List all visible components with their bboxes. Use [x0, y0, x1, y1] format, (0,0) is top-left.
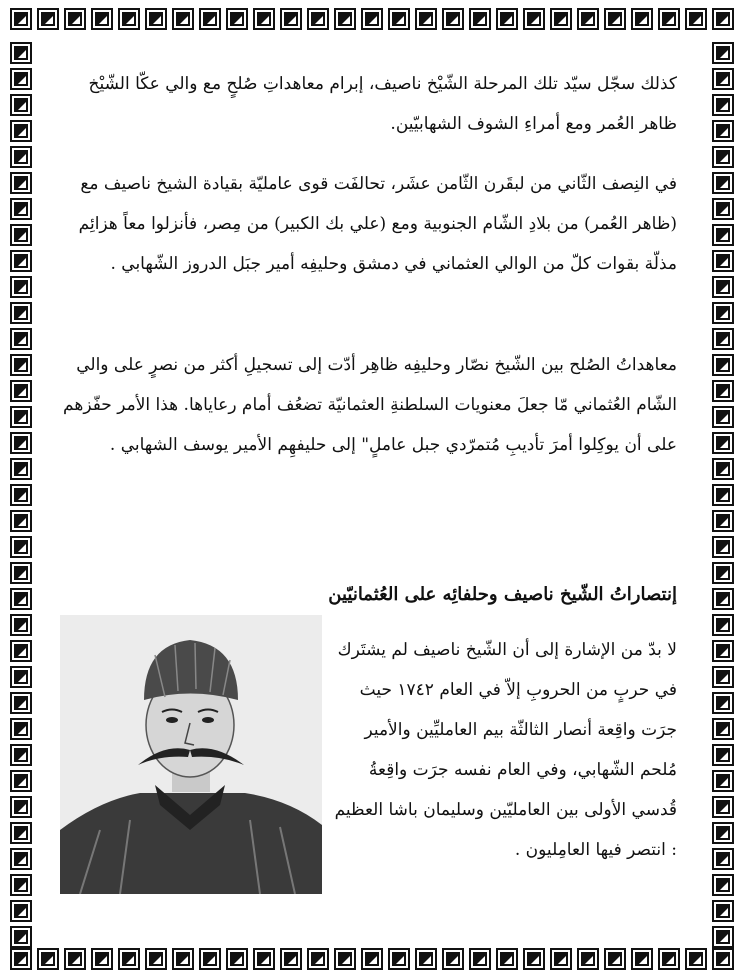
- border-tile-icon: [415, 948, 437, 970]
- paragraph-2: في النِصف الثّاني من لبقَرن الثّامن عشَر، تحالفَت قوى عامليّة بقيادة الشيخ ناصيف مع (ظاهر العُمر) من بلادِ الشّام الجنوبية ومع (علي بك الكبير) من مِصر، فأنزلوا معاً هزائِم مذلّة بقوات كلّ من الوالي العثماني في دمشق وحليفِه أمير جبَل الدروز الشّهابي .: [78, 174, 677, 274]
- border-tile-icon: [685, 8, 707, 30]
- border-tile-icon: [10, 120, 32, 142]
- border-tile-icon: [10, 666, 32, 688]
- border-tile-icon: [10, 328, 32, 350]
- border-tile-icon: [712, 614, 734, 636]
- border-tile-icon: [496, 948, 518, 970]
- border-tile-icon: [10, 172, 32, 194]
- border-tile-icon: [712, 432, 734, 454]
- border-tile-icon: [10, 484, 32, 506]
- border-tile-icon: [307, 948, 329, 970]
- border-tile-icon: [712, 562, 734, 584]
- border-tile-icon: [712, 198, 734, 220]
- border-tile-icon: [10, 276, 32, 298]
- border-tile-icon: [10, 432, 32, 454]
- border-tile-icon: [712, 874, 734, 896]
- border-tile-icon: [712, 640, 734, 662]
- border-tile-icon: [118, 8, 140, 30]
- border-tile-icon: [10, 8, 32, 30]
- border-tile-icon: [469, 8, 491, 30]
- border-tile-icon: [604, 948, 626, 970]
- border-tile-icon: [10, 146, 32, 168]
- border-tile-icon: [577, 948, 599, 970]
- border-tile-icon: [172, 8, 194, 30]
- border-tile-icon: [37, 8, 59, 30]
- border-tile-icon: [712, 926, 734, 948]
- border-tile-icon: [712, 666, 734, 688]
- border-tile-icon: [10, 42, 32, 64]
- border-tile-icon: [10, 354, 32, 376]
- border-tile-icon: [712, 900, 734, 922]
- border-tile-icon: [712, 718, 734, 740]
- border-tile-icon: [10, 770, 32, 792]
- border-tile-icon: [712, 302, 734, 324]
- border-tile-icon: [631, 948, 653, 970]
- border-tile-icon: [388, 948, 410, 970]
- border-tile-icon: [280, 8, 302, 30]
- border-tile-icon: [10, 822, 32, 844]
- border-tile-icon: [577, 8, 599, 30]
- section-heading: إنتصاراتُ الشّيخ ناصيف وحلفائِه على العُثمانيّين: [328, 584, 677, 605]
- border-tile-icon: [496, 8, 518, 30]
- border-tile-icon: [10, 250, 32, 272]
- border-tile-icon: [658, 8, 680, 30]
- border-tile-icon: [712, 692, 734, 714]
- border-tile-icon: [10, 718, 32, 740]
- border-tile-icon: [253, 8, 275, 30]
- border-tile-icon: [10, 224, 32, 246]
- border-tile-icon: [712, 848, 734, 870]
- border-tile-icon: [712, 8, 734, 30]
- border-tile-icon: [64, 948, 86, 970]
- border-tile-icon: [91, 8, 113, 30]
- paragraph-1: كذلك سجّل سيّد تلك المرحلة الشّيْخ ناصيف، إبرام معاهداتِ صُلحٍ مع والي عكّا الشّيْخ ظاهر العُمر ومع أمراءِ الشوف الشهابيّين.: [88, 74, 677, 134]
- border-tile-icon: [415, 8, 437, 30]
- border-tile-icon: [10, 614, 32, 636]
- border-tile-icon: [712, 510, 734, 532]
- border-tile-icon: [712, 276, 734, 298]
- border-tile-icon: [712, 536, 734, 558]
- border-tile-icon: [10, 692, 32, 714]
- border-tile-icon: [307, 8, 329, 30]
- border-tile-icon: [550, 8, 572, 30]
- border-tile-icon: [10, 380, 32, 402]
- border-tile-icon: [10, 562, 32, 584]
- border-tile-icon: [712, 796, 734, 818]
- border-tile-icon: [10, 640, 32, 662]
- border-tile-icon: [10, 68, 32, 90]
- border-tile-icon: [10, 848, 32, 870]
- border-tile-icon: [10, 458, 32, 480]
- border-tile-icon: [712, 120, 734, 142]
- border-tile-icon: [172, 948, 194, 970]
- border-tile-icon: [10, 302, 32, 324]
- border-tile-icon: [712, 406, 734, 428]
- border-tile-icon: [10, 536, 32, 558]
- border-left: [10, 42, 32, 952]
- border-bottom: [10, 948, 739, 970]
- border-tile-icon: [118, 948, 140, 970]
- border-tile-icon: [10, 588, 32, 610]
- portrait-image: [60, 615, 322, 894]
- border-tile-icon: [712, 744, 734, 766]
- paragraph-4: لا بدّ من الإشارة إلى أن الشّيخ ناصيف لم يشتَرك في حربٍ من الحروبِ إلاّ في العام ١٧٤٢ حيث جرَت واقِعة أنصار الثالثّة بيم العامليِّين والأمير مُلحم الشّهابي، وفي العام نفسه جرَت واقِعةُ قُدسي الأولى بين العامليّين وسليمان باشا العظيم : انتصر فيها العامِليون .: [334, 640, 677, 860]
- border-tile-icon: [712, 68, 734, 90]
- border-tile-icon: [10, 900, 32, 922]
- border-tile-icon: [334, 948, 356, 970]
- paragraph-3: معاهداتُ الصُلح بين الشّيخ نصّار وحليفِه ظاهِر أدّت إلى تسجيلِ أكثر من نصرٍ على والي الشّام العُثماني مّا جعلَ معنويات السلطنةِ العثمانيّة تضعُف أمام رعاياها. هذا الأمر حفّزهم على أن يوكِلوا أمرَ تأديبِ مُتمرّدي جبل عاملٍ" إلى حليفهِم الأمير يوسف الشهابي .: [63, 355, 677, 455]
- border-top: [10, 8, 739, 30]
- border-tile-icon: [10, 926, 32, 948]
- border-tile-icon: [712, 172, 734, 194]
- border-tile-icon: [712, 42, 734, 64]
- border-tile-icon: [199, 8, 221, 30]
- border-tile-icon: [334, 8, 356, 30]
- border-tile-icon: [10, 510, 32, 532]
- border-tile-icon: [145, 8, 167, 30]
- border-tile-icon: [631, 8, 653, 30]
- border-tile-icon: [10, 874, 32, 896]
- border-tile-icon: [253, 948, 275, 970]
- border-tile-icon: [226, 8, 248, 30]
- border-tile-icon: [10, 406, 32, 428]
- border-tile-icon: [685, 948, 707, 970]
- border-tile-icon: [361, 8, 383, 30]
- border-tile-icon: [442, 8, 464, 30]
- border-tile-icon: [37, 948, 59, 970]
- border-tile-icon: [523, 948, 545, 970]
- border-tile-icon: [10, 198, 32, 220]
- border-right: [712, 42, 734, 952]
- border-tile-icon: [523, 8, 545, 30]
- border-tile-icon: [388, 8, 410, 30]
- border-tile-icon: [712, 822, 734, 844]
- border-tile-icon: [145, 948, 167, 970]
- border-tile-icon: [712, 94, 734, 116]
- border-tile-icon: [712, 380, 734, 402]
- border-tile-icon: [550, 948, 572, 970]
- border-tile-icon: [199, 948, 221, 970]
- border-tile-icon: [469, 948, 491, 970]
- border-tile-icon: [712, 458, 734, 480]
- border-tile-icon: [64, 8, 86, 30]
- border-tile-icon: [91, 948, 113, 970]
- border-tile-icon: [712, 328, 734, 350]
- border-tile-icon: [712, 354, 734, 376]
- border-tile-icon: [604, 8, 626, 30]
- border-tile-icon: [442, 948, 464, 970]
- border-tile-icon: [10, 744, 32, 766]
- border-tile-icon: [10, 796, 32, 818]
- border-tile-icon: [658, 948, 680, 970]
- border-tile-icon: [361, 948, 383, 970]
- border-tile-icon: [280, 948, 302, 970]
- border-tile-icon: [712, 146, 734, 168]
- border-tile-icon: [712, 224, 734, 246]
- portrait-engraving: [60, 615, 322, 894]
- border-tile-icon: [712, 250, 734, 272]
- border-tile-icon: [10, 94, 32, 116]
- border-tile-icon: [712, 484, 734, 506]
- border-tile-icon: [712, 588, 734, 610]
- border-tile-icon: [712, 770, 734, 792]
- border-tile-icon: [226, 948, 248, 970]
